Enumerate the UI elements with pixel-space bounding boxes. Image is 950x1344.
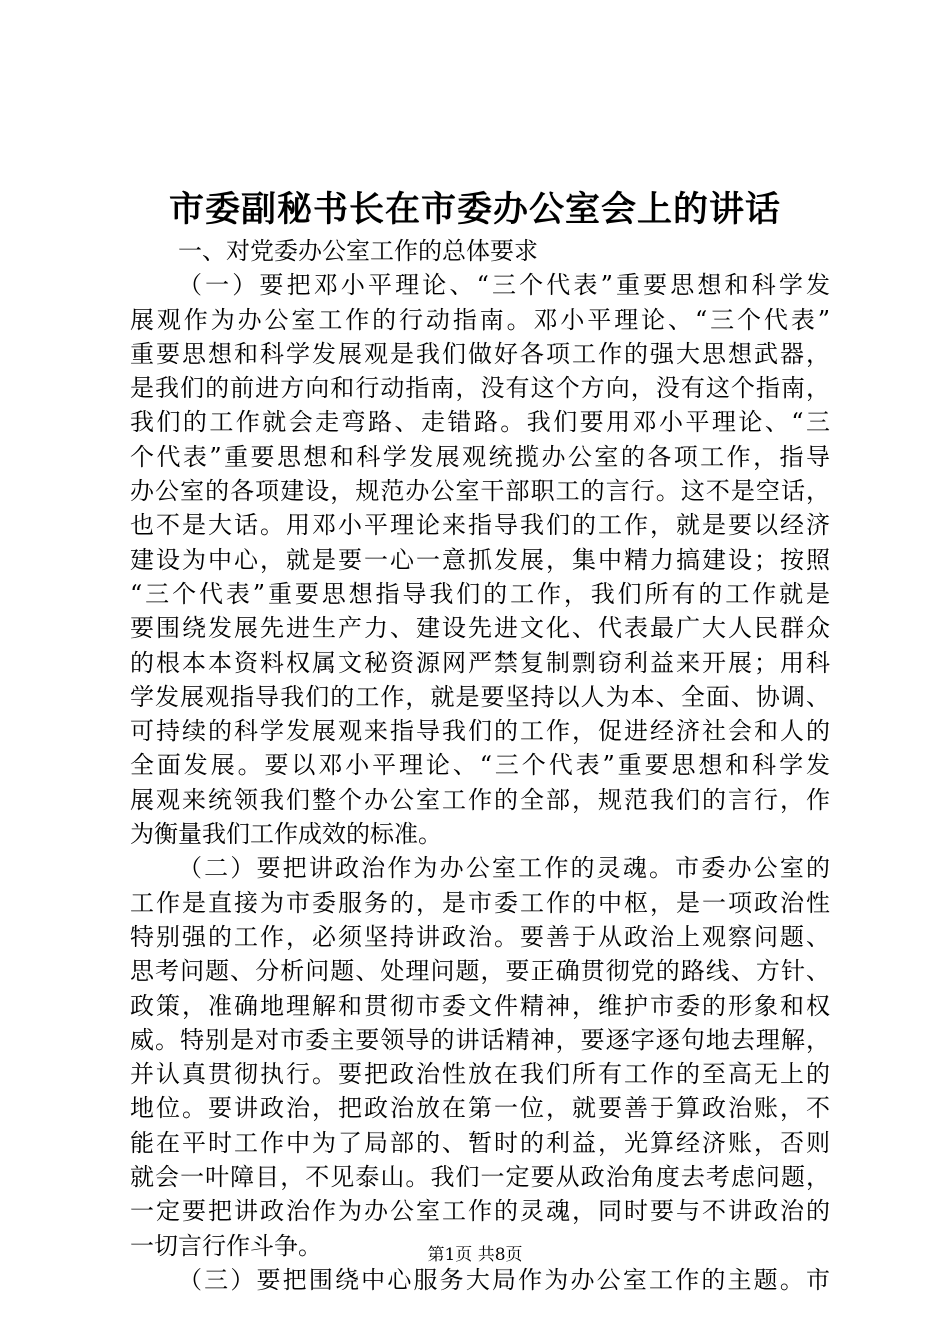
body-line: （三）要把围绕中心服务大局作为办公室工作的主题。市 [178, 1265, 830, 1294]
body-line: 政策，准确地理解和贯彻市委文件精神，维护市委的形象和权 [130, 991, 830, 1020]
body-line: “三个代表”重要思想指导我们的工作，我们所有的工作就是 [130, 579, 830, 608]
body-line: 并认真贯彻执行。要把政治性放在我们所有工作的至高无上的 [130, 1060, 830, 1089]
body-line: 工作是直接为市委服务的，是市委工作的中枢，是一项政治性 [130, 888, 830, 917]
body-line: 特别强的工作，必须坚持讲政治。要善于从政治上观察问题、 [130, 922, 830, 951]
body-line: 我们的工作就会走弯路、走错路。我们要用邓小平理论、“三 [130, 408, 830, 437]
body-line: 也不是大话。用邓小平理论来指导我们的工作，就是要以经济 [130, 511, 830, 540]
body-line: 就会一叶障目，不见泰山。我们一定要从政治角度去考虑问题， [130, 1163, 830, 1192]
body-line: 能在平时工作中为了局部的、暂时的利益，光算经济账，否则 [130, 1128, 830, 1157]
document-body [130, 234, 830, 1297]
body-line: 一定要把讲政治作为办公室工作的灵魂，同时要与不讲政治的 [130, 1197, 830, 1226]
body-line: 的根本本资料权属文秘资源网严禁复制剽窃利益来开展；用科 [130, 648, 830, 677]
body-line: 个代表”重要思想和科学发展观统揽办公室的各项工作，指导 [130, 442, 830, 471]
body-line: 威。特别是对市委主要领导的讲话精神，要逐字逐句地去理解， [130, 1025, 830, 1054]
body-line: 学发展观指导我们的工作，就是要坚持以人为本、全面、协调、 [130, 682, 830, 711]
body-line: 要围绕发展先进生产力、建设先进文化、代表最广大人民群众 [130, 614, 830, 643]
body-line: （一）要把邓小平理论、“三个代表”重要思想和科学发 [178, 271, 830, 300]
body-line: 展观作为办公室工作的行动指南。邓小平理论、“三个代表” [130, 305, 830, 334]
body-line: 地位。要讲政治，把政治放在第一位，就要善于算政治账，不 [130, 1094, 830, 1123]
body-line: （二）要把讲政治作为办公室工作的灵魂。市委办公室的 [178, 854, 830, 883]
body-line: 展观来统领我们整个办公室工作的全部，规范我们的言行，作 [130, 785, 830, 814]
body-line: 全面发展。要以邓小平理论、“三个代表”重要思想和科学发 [130, 751, 830, 780]
page-footer: 第1页 共8页 [427, 1245, 523, 1265]
document-title: 市委副秘书长在市委办公室会上的讲话 [168, 189, 781, 230]
body-line: 一切言行作斗争。 [130, 1231, 322, 1260]
body-line: 思考问题、分析问题、处理问题，要正确贯彻党的路线、方针、 [130, 957, 830, 986]
body-line: 可持续的科学发展观来指导我们的工作，促进经济社会和人的 [130, 717, 830, 746]
body-line: 是我们的前进方向和行动指南，没有这个方向，没有这个指南， [130, 374, 830, 403]
body-line: 办公室的各项建设，规范办公室干部职工的言行。这不是空话， [130, 477, 830, 506]
body-line: 建设为中心，就是要一心一意抓发展，集中精力搞建设；按照 [130, 545, 830, 574]
section-heading: 一、对党委办公室工作的总体要求 [178, 237, 538, 265]
body-line: 为衡量我们工作成效的标准。 [130, 820, 442, 849]
body-line: 重要思想和科学发展观是我们做好各项工作的强大思想武器， [130, 339, 830, 368]
